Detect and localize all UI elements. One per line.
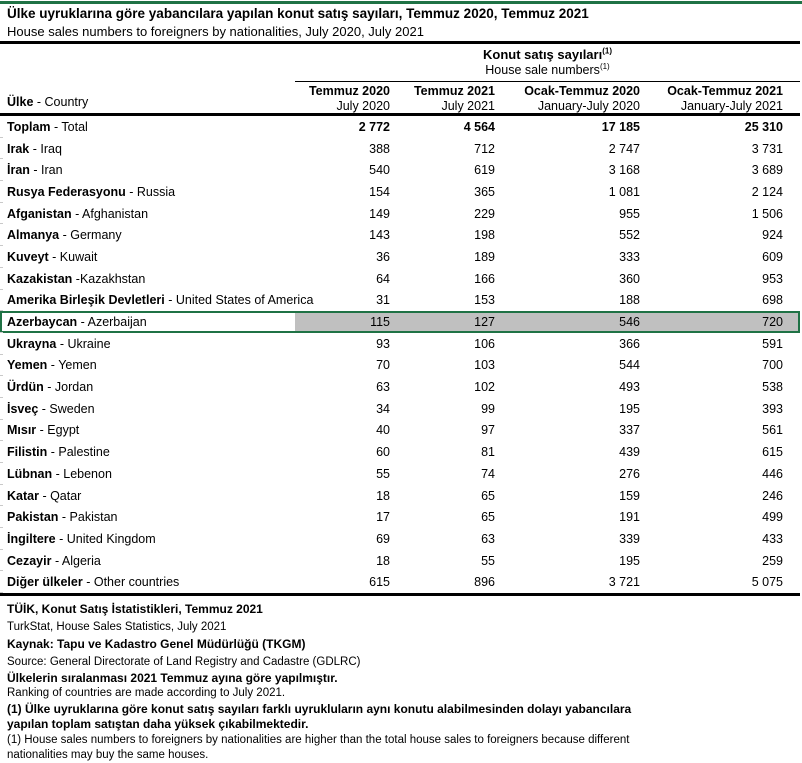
country-name-cell[interactable] — [0, 272, 295, 286]
value-cell-july-2021[interactable]: 63 — [481, 531, 495, 546]
value-cell-jan-july-2021[interactable]: 720 — [655, 311, 800, 333]
value-cell-july-2020[interactable]: 69 — [376, 531, 390, 546]
country-name-turkish: Katar — [7, 488, 39, 503]
value-cell-july-2020[interactable]: 2 772 — [358, 119, 390, 134]
column-header-turkish: Temmuz 2020 — [308, 84, 390, 98]
country-name-cell[interactable] — [0, 163, 295, 177]
footnote-line: Ranking of countries are made according to July 2021. — [7, 687, 286, 700]
country-name-cell[interactable] — [0, 402, 295, 416]
table-row — [0, 203, 800, 225]
value-cell-jan-july-2020[interactable]: 195 — [619, 401, 640, 416]
table-row — [0, 571, 800, 593]
country-name-english: -Kazakhstan — [72, 271, 146, 286]
country-name-turkish: Ürdün — [7, 380, 44, 395]
country-name-turkish: Pakistan — [7, 510, 59, 525]
country-name-turkish: Cezayir — [7, 553, 52, 568]
country-name-turkish: Lübnan — [7, 466, 53, 481]
footnote-line: Kaynak: Tapu ve Kadastro Genel Müdürlüğü (TKGM) — [7, 637, 306, 651]
table-row — [0, 398, 800, 420]
footnote-line: Source: General Directorate of Land Registry and Cadastre (GDLRC) — [7, 655, 361, 668]
table-row — [0, 550, 800, 572]
value-cell-jan-july-2020[interactable]: 493 — [619, 380, 640, 395]
country-name-english: - United Kingdom — [55, 531, 156, 546]
country-name-turkish: Amerika Birleşik Devletleri — [7, 293, 165, 308]
value-cell-july-2021[interactable]: 365 — [474, 184, 495, 199]
value-cell-jan-july-2020[interactable]: 333 — [619, 249, 640, 264]
country-name-english: - Algeria — [51, 553, 101, 568]
column-header-english: July 2020 — [336, 98, 390, 113]
table-row — [0, 528, 800, 550]
country-name-turkish: Kazakistan — [7, 271, 73, 286]
value-cell-jan-july-2020[interactable]: 360 — [619, 271, 640, 286]
country-name-turkish: İsveç — [7, 401, 39, 416]
footnote-marker: (1) — [599, 61, 610, 71]
footnotes-block — [0, 599, 802, 763]
value-cell-jan-july-2021[interactable]: 246 — [762, 488, 783, 503]
column-header-turkish: Ocak-Temmuz 2021 — [667, 84, 783, 98]
value-cell-july-2021[interactable]: 103 — [474, 358, 495, 373]
value-cell-july-2021[interactable]: 166 — [474, 271, 495, 286]
country-name-cell[interactable] — [0, 358, 295, 372]
column-header-cell[interactable] — [295, 84, 400, 115]
value-cell-july-2021[interactable]: 74 — [481, 466, 495, 481]
value-cell-jan-july-2021[interactable]: 393 — [762, 401, 783, 416]
value-cell-jan-july-2020[interactable]: 3 168 — [608, 163, 640, 178]
value-cell-jan-july-2020[interactable]: 544 — [619, 358, 640, 373]
country-name-turkish: Ukrayna — [7, 336, 57, 351]
table-row — [0, 485, 800, 507]
value-cell-jan-july-2020[interactable]: 337 — [619, 423, 640, 438]
footnote-line: TurkStat, House Sales Statistics, July 2021 — [7, 620, 227, 633]
row-header-turkish: Ülke — [7, 95, 34, 109]
country-name-turkish: Azerbaycan — [7, 315, 78, 330]
value-cell-jan-july-2020[interactable]: 159 — [619, 488, 640, 503]
country-name-cell[interactable] — [0, 445, 295, 459]
value-cell-july-2020[interactable]: 55 — [376, 466, 390, 481]
country-name-english: - Russia — [125, 184, 176, 199]
row-header-label — [7, 95, 88, 109]
value-cell-july-2020[interactable]: 34 — [376, 401, 390, 416]
country-name-cell[interactable] — [0, 467, 295, 481]
footnote-marker: (1) — [602, 46, 612, 56]
footnote-line: nationalities may buy the same houses. — [7, 749, 209, 762]
value-cell-jan-july-2020[interactable]: 3 721 — [608, 575, 640, 590]
group-header-turkish: Konut satış sayıları$^{(1)}$ — [483, 46, 612, 62]
table-row — [0, 420, 800, 442]
table-row — [0, 181, 800, 203]
value-cell-july-2020[interactable]: 70 — [376, 358, 390, 373]
value-cell-july-2020[interactable]: 18 — [376, 488, 390, 503]
country-name-cell[interactable] — [0, 380, 295, 394]
country-name-turkish: İngiltere — [7, 531, 56, 546]
value-cell-jan-july-2021[interactable]: 25 310 — [744, 119, 783, 134]
value-cell-july-2021[interactable]: 102 — [474, 380, 495, 395]
table-row — [0, 355, 800, 377]
value-cell-july-2020[interactable]: 17 — [376, 510, 390, 525]
country-name-english: - Egypt — [36, 423, 80, 438]
country-name-english: - Ukraine — [56, 336, 111, 351]
table-row — [0, 463, 800, 485]
column-header-cell[interactable] — [505, 84, 655, 115]
country-name-cell[interactable] — [0, 510, 295, 524]
value-cell-jan-july-2021[interactable]: 924 — [762, 228, 783, 243]
column-header-cell[interactable] — [655, 84, 800, 115]
table-row — [0, 224, 800, 246]
country-name-cell[interactable] — [0, 489, 295, 503]
table-row — [0, 290, 800, 312]
country-name-cell[interactable] — [0, 423, 295, 437]
table-row — [0, 138, 800, 160]
table-title-english: House sales numbers to foreigners by nationalities, July 2020, July 2021 — [7, 24, 424, 39]
value-cell-july-2020[interactable]: 154 — [369, 184, 390, 199]
divider-under-group-header — [295, 81, 800, 82]
country-name-cell[interactable] — [0, 228, 295, 242]
table-body — [0, 116, 800, 593]
value-cell-jan-july-2021[interactable]: 538 — [762, 380, 783, 395]
country-name-cell[interactable] — [0, 250, 295, 264]
country-name-turkish: Kuveyt — [7, 249, 49, 264]
value-cell-july-2020[interactable]: 63 — [376, 380, 390, 395]
footnote-line: Ülkelerin sıralanması 2021 Temmuz ayına göre yapılmıştır. — [7, 671, 338, 685]
value-cell-jan-july-2021[interactable]: 3 731 — [751, 141, 783, 156]
value-cell-july-2021[interactable]: 4 564 — [463, 119, 495, 134]
value-cell-jan-july-2020[interactable]: 552 — [619, 228, 640, 243]
value-cell-jan-july-2020[interactable]: 439 — [619, 445, 640, 460]
value-cell-july-2021[interactable]: 712 — [474, 141, 495, 156]
value-cell-jan-july-2020[interactable]: 546 — [505, 311, 655, 333]
table-row-selected — [0, 311, 800, 333]
footnote-line: yapılan toplam satıştan daha yüksek çıkabilmektedir. — [7, 717, 309, 732]
value-cell-jan-july-2021[interactable]: 446 — [762, 466, 783, 481]
value-cell-july-2020[interactable]: 64 — [376, 271, 390, 286]
country-name-turkish: Toplam — [7, 119, 51, 134]
footnote-line: (1) House sales numbers to foreigners by nationalities are higher than the total house sales to foreigners because different — [7, 733, 630, 746]
country-name-english: - Qatar — [38, 488, 82, 503]
country-name-cell[interactable] — [0, 293, 314, 308]
value-cell-jan-july-2021[interactable]: 2 124 — [751, 184, 783, 199]
country-name-cell[interactable] — [0, 120, 295, 134]
table-row — [0, 376, 800, 398]
country-name-cell[interactable] — [0, 207, 295, 221]
country-name-english: - Jordan — [43, 380, 94, 395]
value-cell-jan-july-2020[interactable]: 2 747 — [608, 141, 640, 156]
country-name-english: - Yemen — [47, 358, 97, 373]
footnote-line: (1) Ülke uyruklarına göre konut satış sayıları farklı uyrukluların aynı konutu alabilmesinden dolayı yabancılara — [7, 701, 632, 716]
footnote-line: TÜİK, Konut Satış İstatistikleri, Temmuz 2021 — [7, 602, 263, 616]
value-cell-jan-july-2021[interactable]: 953 — [762, 271, 783, 286]
table-row — [0, 506, 800, 528]
country-name-english: - Iran — [29, 163, 63, 178]
value-cell-jan-july-2020[interactable]: 1 081 — [608, 184, 640, 199]
value-cell-july-2020[interactable]: 60 — [376, 445, 390, 460]
country-name-turkish: Mısır — [7, 423, 37, 438]
value-cell-jan-july-2021[interactable]: 700 — [762, 358, 783, 373]
column-header-english: July 2021 — [441, 98, 495, 113]
value-cell-july-2021[interactable]: 153 — [474, 293, 495, 308]
group-header-english: House sale numbers$^{(1)}$ — [485, 61, 610, 77]
value-cell-july-2020[interactable]: 115 — [295, 311, 400, 333]
table-title-block — [0, 4, 802, 40]
value-cell-july-2021[interactable]: 81 — [481, 445, 495, 460]
country-name-turkish: Almanya — [7, 228, 60, 243]
table-row — [0, 159, 800, 181]
value-cell-july-2021[interactable]: 229 — [474, 206, 495, 221]
value-cell-jan-july-2021[interactable]: 615 — [762, 445, 783, 460]
value-cell-july-2020[interactable]: 36 — [376, 249, 390, 264]
country-name-cell[interactable] — [0, 337, 295, 351]
value-cell-jan-july-2020[interactable]: 191 — [619, 510, 640, 525]
country-name-english: - Total — [50, 119, 88, 134]
value-cell-july-2021[interactable]: 106 — [474, 336, 495, 351]
country-name-english: - Iraq — [29, 141, 62, 156]
country-name-english: - Germany — [59, 228, 122, 243]
table-row — [0, 246, 800, 268]
value-cell-july-2021[interactable]: 65 — [481, 488, 495, 503]
column-headers-row — [295, 84, 800, 115]
country-name-turkish: İran — [7, 163, 30, 178]
column-header-cell[interactable] — [400, 84, 505, 115]
divider-under-table — [0, 593, 800, 596]
value-cell-july-2020[interactable]: 388 — [369, 141, 390, 156]
value-cell-jan-july-2020[interactable]: 955 — [619, 206, 640, 221]
country-name-turkish: Filistin — [7, 445, 48, 460]
row-header-cell[interactable] — [0, 44, 295, 113]
column-header-english: January-July 2020 — [537, 98, 640, 113]
country-name-cell[interactable] — [0, 575, 295, 589]
table-row — [0, 441, 800, 463]
value-cell-july-2020[interactable]: 40 — [376, 423, 390, 438]
value-cell-jan-july-2020[interactable]: 366 — [619, 336, 640, 351]
country-name-turkish: Yemen — [7, 358, 48, 373]
table-row — [0, 333, 800, 355]
country-name-english: - Azerbaijan — [77, 315, 147, 330]
value-cell-july-2021[interactable]: 65 — [481, 510, 495, 525]
table-row — [0, 268, 800, 290]
value-cell-jan-july-2021[interactable]: 609 — [762, 249, 783, 264]
value-cell-jan-july-2021[interactable]: 561 — [762, 423, 783, 438]
country-name-english: - Lebenon — [52, 466, 112, 481]
value-cell-jan-july-2021[interactable]: 591 — [762, 336, 783, 351]
value-cell-jan-july-2020[interactable]: 17 185 — [601, 119, 640, 134]
value-cell-july-2021[interactable]: 189 — [474, 249, 495, 264]
column-header-group — [295, 44, 800, 113]
country-name-english: - Pakistan — [58, 510, 118, 525]
value-cell-jan-july-2021[interactable]: 1 506 — [751, 206, 783, 221]
value-cell-jan-july-2020[interactable]: 339 — [619, 531, 640, 546]
country-name-cell[interactable] — [0, 142, 295, 156]
value-cell-jan-july-2020[interactable]: 195 — [619, 553, 640, 568]
country-name-english: - Afghanistan — [71, 206, 149, 221]
value-cell-july-2020[interactable]: 31 — [376, 293, 390, 308]
value-cell-july-2020[interactable]: 18 — [376, 553, 390, 568]
country-name-english: - Other countries — [82, 575, 180, 590]
value-cell-jan-july-2021[interactable]: 433 — [762, 531, 783, 546]
table-title-turkish: Ülke uyruklarına göre yabancılara yapılan konut satış sayıları, Temmuz 2020, Temmuz 2021 — [7, 6, 589, 21]
value-cell-july-2021[interactable]: 127 — [400, 311, 505, 333]
country-name-turkish: Rusya Federasyonu — [7, 184, 126, 199]
value-cell-july-2021[interactable]: 198 — [474, 228, 495, 243]
country-name-english: - Sweden — [38, 401, 95, 416]
value-cell-july-2020[interactable]: 93 — [376, 336, 390, 351]
country-name-turkish: Diğer ülkeler — [7, 575, 83, 590]
value-cell-july-2021[interactable]: 97 — [481, 423, 495, 438]
column-header-turkish: Temmuz 2021 — [413, 84, 495, 98]
country-name-cell[interactable] — [0, 185, 295, 199]
country-name-cell[interactable] — [0, 554, 295, 568]
value-cell-july-2020[interactable]: 615 — [369, 575, 390, 590]
value-cell-july-2021[interactable]: 99 — [481, 401, 495, 416]
table-row — [0, 116, 800, 138]
value-cell-july-2020[interactable]: 143 — [369, 228, 390, 243]
value-cell-jan-july-2021[interactable]: 3 689 — [751, 163, 783, 178]
column-header-turkish: Ocak-Temmuz 2020 — [524, 84, 640, 98]
value-cell-jan-july-2021[interactable]: 698 — [762, 293, 783, 308]
value-cell-july-2021[interactable]: 896 — [474, 575, 495, 590]
value-cell-july-2021[interactable]: 55 — [481, 553, 495, 568]
value-cell-july-2020[interactable]: 540 — [369, 163, 390, 178]
table-header — [0, 44, 800, 113]
country-name-english: - Kuwait — [48, 249, 98, 264]
value-cell-jan-july-2020[interactable]: 276 — [619, 466, 640, 481]
value-cell-july-2020[interactable]: 149 — [369, 206, 390, 221]
value-cell-july-2021[interactable]: 619 — [474, 163, 495, 178]
value-cell-jan-july-2021[interactable]: 259 — [762, 553, 783, 568]
country-name-cell[interactable] — [0, 532, 295, 546]
country-name-turkish: Irak — [7, 141, 30, 156]
country-name-english: - United States of America — [164, 293, 314, 308]
value-cell-jan-july-2021[interactable]: 499 — [762, 510, 783, 525]
country-name-cell[interactable] — [0, 315, 295, 329]
country-name-turkish: Afganistan — [7, 206, 72, 221]
country-name-english: - Palestine — [47, 445, 110, 460]
value-cell-jan-july-2021[interactable]: 5 075 — [751, 575, 783, 590]
value-cell-jan-july-2020[interactable]: 188 — [619, 293, 640, 308]
row-header-english: - Country — [33, 95, 89, 109]
column-header-english: January-July 2021 — [680, 98, 783, 113]
